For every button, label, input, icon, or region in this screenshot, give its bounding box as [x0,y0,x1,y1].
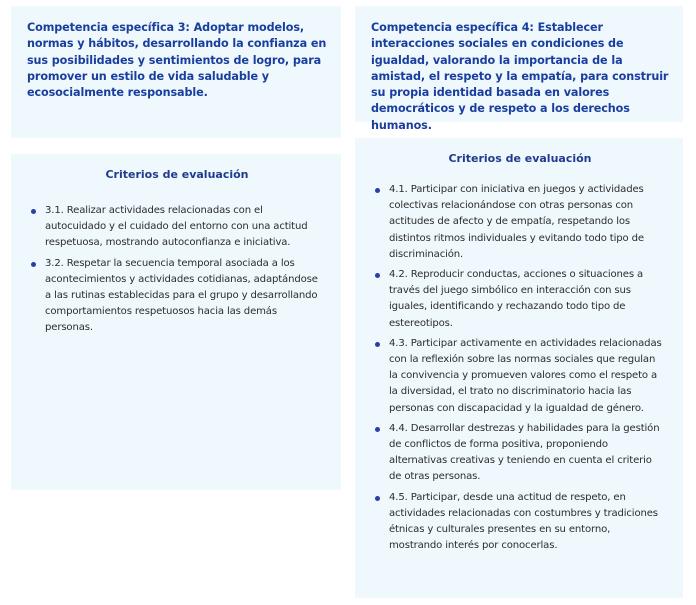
competencia-3-header [11,6,341,138]
competencia-3-criterios-panel [11,154,341,490]
bullet-icon [31,262,36,267]
criterio-3-2-text: 3.2. Respetar la secuencia temporal asociada a los acontecimientos y actividades cotidianas, adaptándose a las rutinas establecidas para el grupo y desarrollando comportamientos respetuosos hacia las demás personas. [45,257,318,334]
criterios-3-list [31,203,323,337]
bullet-icon [375,188,380,193]
criterio-4-4 [375,421,665,486]
criterio-4-5-text: 4.5. Participar, desde una actitud de respeto, en actividades relacionadas con costumbres y tradiciones étnicas y culturales presentes en su entorno, mostrando interés por conocerlas. [389,491,658,552]
criterios-4-list [375,182,665,554]
bullet-icon [31,209,36,214]
criterio-4-2 [375,267,665,332]
criterio-4-5 [375,490,665,555]
criterio-3-2 [31,256,323,337]
criterio-4-2-text: 4.2. Reproducir conductas, acciones o situaciones a través del juego simbólico en interacción con sus iguales, identificando y rechazando todo tipo de estereotipos. [389,269,644,329]
criterio-4-3 [375,336,665,417]
competencia-4-criterios-panel [355,138,683,598]
competencia-3-heading: Competencia específica 3: Adoptar modelos, normas y hábitos, desarrollando la confianza en sus posibilidades y sentimientos de logro, para promover un estilo de vida saludable y ecosocialmente responsable. [27,21,327,100]
criterios-4-title: Criterios de evaluación [448,152,592,165]
criterio-4-3-text: 4.3. Participar activamente en actividades relacionadas con la reflexión sobre las normas sociales que regulan la convivencia y promueven valores como el respeto a la diversidad, el trato no discriminatorio hacia las personas con discapacidad y la igualdad de género. [389,337,662,414]
competencia-4-header [355,6,683,132]
bullet-icon [375,496,380,501]
criterios-3-title: Criterios de evaluación [105,168,249,181]
criterio-4-1 [375,182,665,263]
bullet-icon [375,427,380,432]
criterio-4-4-text: 4.4. Desarrollar destrezas y habilidades para la gestión de conflictos de forma positiva, proponiendo alternativas creativas y teniendo en cuenta el criterio de otras personas. [389,422,660,483]
criterio-4-1-text: 4.1. Participar con iniciativa en juegos y actividades colectivas relacionándose con otras personas con actitudes de afecto y de empatía, respetando los distintos ritmos individuales y evitando todo tipo de discriminación. [389,184,644,260]
criterio-3-1-text: 3.1. Realizar actividades relacionadas con el autocuidado y el cuidado del entorno con una actitud respetuosa, mostrando autoconfianza e iniciativa. [45,205,308,249]
competencia-4-heading: Competencia específica 4: Establecer interacciones sociales en condiciones de igualdad, valorando la importancia de la amistad, el respeto y la empatía, para construir su propia identidad basada en valores democráticos y de respeto a los derechos humanos. [371,21,669,132]
bullet-icon [375,273,380,278]
criterio-3-1 [31,203,323,252]
bullet-icon [375,342,380,347]
